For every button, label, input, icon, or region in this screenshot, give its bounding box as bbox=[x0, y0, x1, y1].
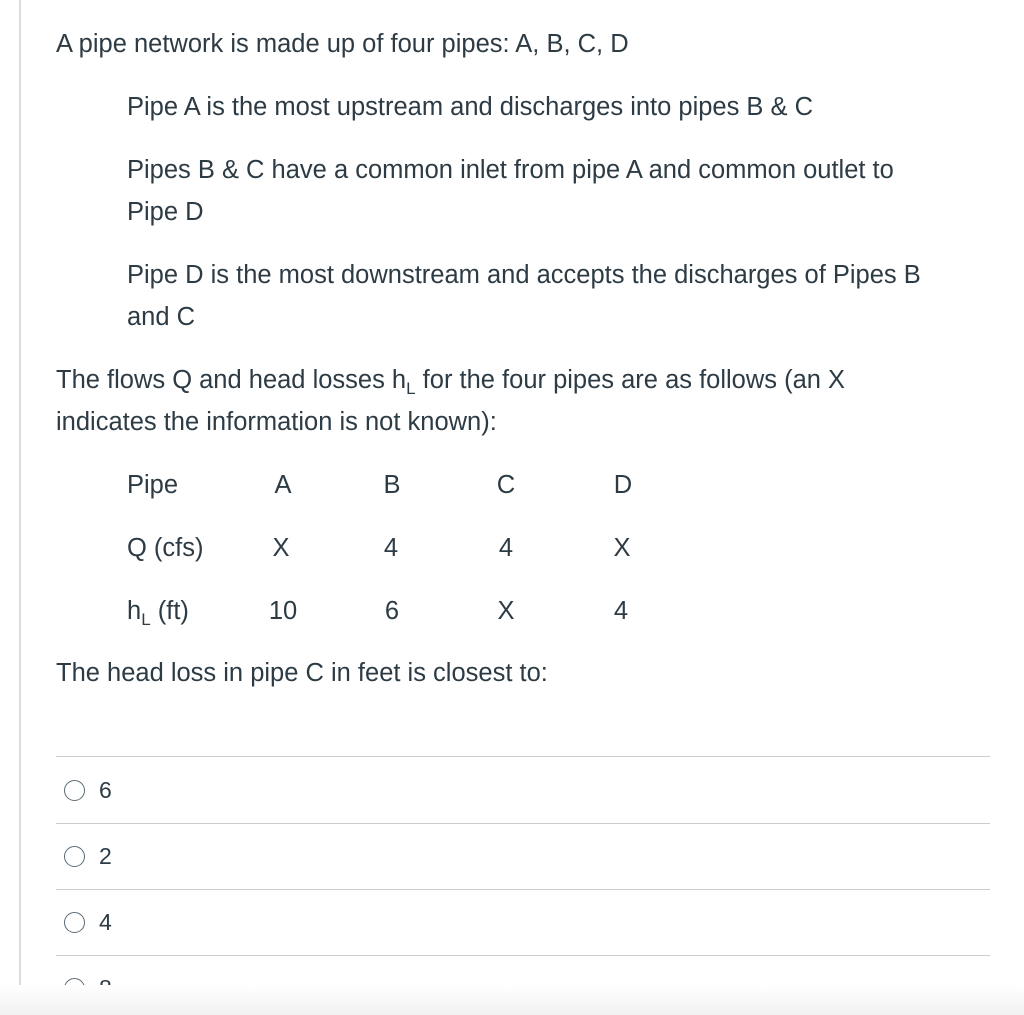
flows-intro-text: The flows Q and head losses h bbox=[56, 366, 407, 394]
table-flow-cell: 4 bbox=[498, 534, 514, 562]
table-headloss-label bbox=[127, 590, 189, 641]
answer-option[interactable] bbox=[64, 832, 964, 880]
headloss-symbol: h bbox=[127, 597, 142, 625]
answer-label: 4 bbox=[99, 908, 112, 935]
table-header-cell: B bbox=[383, 471, 401, 499]
table-headloss-cell: X bbox=[497, 597, 515, 625]
table-headloss-cell: 4 bbox=[613, 597, 629, 625]
left-border bbox=[19, 0, 21, 1015]
flows-intro-line2: indicates the information is not known): bbox=[56, 408, 497, 436]
question-intro: A pipe network is made up of four pipes: A, B, C, D bbox=[56, 30, 629, 58]
pipe-a-description: Pipe A is the most upstream and discharges into pipes B & C bbox=[127, 93, 814, 121]
radio-button[interactable] bbox=[64, 912, 85, 933]
pipe-d-description-line2: and C bbox=[127, 303, 196, 331]
table-headloss-cell: 6 bbox=[384, 597, 400, 625]
answer-divider bbox=[56, 823, 990, 824]
answer-label: 2 bbox=[99, 842, 112, 869]
flows-intro-text-tail: for the four pipes are as follows (an X bbox=[415, 366, 846, 394]
table-flow-label: Q (cfs) bbox=[127, 534, 204, 562]
radio-button[interactable] bbox=[64, 846, 85, 867]
table-headloss-cell: 10 bbox=[268, 597, 298, 625]
headloss-unit: (ft) bbox=[150, 597, 189, 625]
headloss-subscript: L bbox=[141, 610, 151, 629]
table-header-cell: D bbox=[613, 471, 633, 499]
table-header-cell: C bbox=[496, 471, 516, 499]
table-flow-cell: X bbox=[272, 534, 290, 562]
pipe-bc-description-line2: Pipe D bbox=[127, 198, 204, 226]
radio-button[interactable] bbox=[64, 780, 85, 801]
answer-divider bbox=[56, 955, 990, 956]
table-header-label: Pipe bbox=[127, 471, 179, 499]
bottom-shade bbox=[0, 985, 1024, 1015]
table-header-cell: A bbox=[274, 471, 292, 499]
answer-divider bbox=[56, 756, 990, 757]
answer-option[interactable] bbox=[64, 766, 964, 814]
pipe-bc-description-line1: Pipes B & C have a common inlet from pipe A and common outlet to bbox=[127, 156, 894, 184]
question-prompt: The head loss in pipe C in feet is closest to: bbox=[56, 659, 548, 687]
answer-label: 6 bbox=[99, 776, 112, 803]
table-flow-cell: 4 bbox=[383, 534, 399, 562]
answer-option[interactable] bbox=[64, 898, 964, 946]
table-flow-cell: X bbox=[613, 534, 631, 562]
pipe-d-description-line1: Pipe D is the most downstream and accepts the discharges of Pipes B bbox=[127, 261, 921, 289]
answer-divider bbox=[56, 889, 990, 890]
flows-intro-subscript: L bbox=[406, 379, 416, 398]
